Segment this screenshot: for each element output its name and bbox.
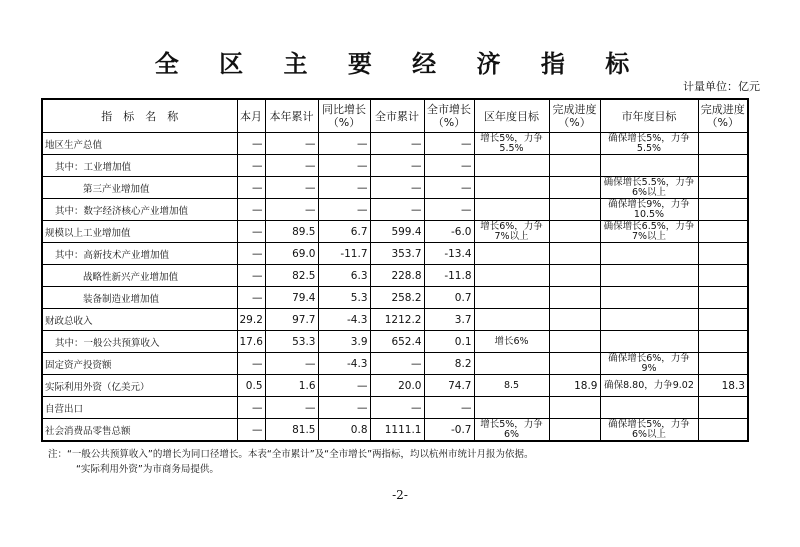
target-cell — [600, 287, 698, 309]
value-cell: — — [424, 177, 474, 199]
value-cell: — — [237, 133, 265, 155]
value-cell — [549, 221, 600, 243]
value-cell: 1212.2 — [370, 309, 424, 331]
table-row — [42, 243, 748, 265]
value-cell: 18.9 — [549, 375, 600, 397]
value-cell: -13.4 — [424, 243, 474, 265]
target-cell: 8.5 — [474, 375, 549, 397]
value-cell — [698, 243, 748, 265]
table-row — [42, 309, 748, 331]
indicator-name: 战略性新兴产业增加值 — [42, 265, 237, 287]
value-cell: — — [318, 177, 370, 199]
column-header: 同比增长（%） — [318, 99, 370, 133]
target-cell — [600, 309, 698, 331]
column-header: 区年度目标 — [474, 99, 549, 133]
value-cell: — — [318, 375, 370, 397]
unit-label: 计量单位：亿元 — [683, 80, 760, 93]
value-cell — [698, 331, 748, 353]
indicator-name: 固定资产投资额 — [42, 353, 237, 375]
table-row — [42, 177, 748, 199]
target-cell — [600, 243, 698, 265]
target-cell — [474, 155, 549, 177]
target-cell: 增长5%，力争5.5% — [474, 133, 549, 155]
value-cell: — — [237, 155, 265, 177]
value-cell — [549, 133, 600, 155]
indicator-name: 实际利用外资（亿美元） — [42, 375, 237, 397]
target-cell: 确保增长5.5%，力争6%以上 — [600, 177, 698, 199]
column-header: 全市增长（%） — [424, 99, 474, 133]
value-cell: 74.7 — [424, 375, 474, 397]
target-cell — [600, 265, 698, 287]
value-cell: — — [265, 199, 318, 221]
indicator-name: 财政总收入 — [42, 309, 237, 331]
value-cell: 258.2 — [370, 287, 424, 309]
value-cell: 79.4 — [265, 287, 318, 309]
column-header: 全市累计 — [370, 99, 424, 133]
indicator-name: 自营出口 — [42, 397, 237, 419]
value-cell — [549, 419, 600, 442]
table-row — [42, 221, 748, 243]
value-cell: -0.7 — [424, 419, 474, 442]
value-cell: 6.3 — [318, 265, 370, 287]
document-title: 全 区 主 要 经 济 指 标 — [154, 50, 646, 78]
column-header: 指 标 名 称 — [42, 99, 237, 133]
value-cell: 5.3 — [318, 287, 370, 309]
target-cell — [474, 199, 549, 221]
value-cell — [549, 243, 600, 265]
value-cell: — — [237, 199, 265, 221]
table-row — [42, 419, 748, 442]
indicator-name: 地区生产总值 — [42, 133, 237, 155]
value-cell: 6.7 — [318, 221, 370, 243]
table-row — [42, 265, 748, 287]
value-cell: — — [237, 265, 265, 287]
value-cell: — — [318, 199, 370, 221]
table-row — [42, 287, 748, 309]
table-row — [42, 155, 748, 177]
value-cell: — — [237, 397, 265, 419]
value-cell: — — [237, 177, 265, 199]
value-cell — [698, 133, 748, 155]
target-cell — [474, 287, 549, 309]
value-cell: — — [265, 353, 318, 375]
value-cell: 599.4 — [370, 221, 424, 243]
value-cell: 1111.1 — [370, 419, 424, 442]
table-row — [42, 375, 748, 397]
target-cell — [474, 177, 549, 199]
value-cell: — — [370, 155, 424, 177]
value-cell: 17.6 — [237, 331, 265, 353]
target-cell: 确保增长9%，力争10.5% — [600, 199, 698, 221]
value-cell: — — [424, 199, 474, 221]
value-cell: 81.5 — [265, 419, 318, 442]
value-cell: — — [370, 177, 424, 199]
value-cell: 29.2 — [237, 309, 265, 331]
value-cell: 0.8 — [318, 419, 370, 442]
value-cell: — — [318, 133, 370, 155]
value-cell: 20.0 — [370, 375, 424, 397]
table-row — [42, 331, 748, 353]
value-cell: 353.7 — [370, 243, 424, 265]
value-cell: — — [424, 155, 474, 177]
column-header: 完成进度（%） — [698, 99, 748, 133]
value-cell: 1.6 — [265, 375, 318, 397]
value-cell: — — [237, 221, 265, 243]
table-row — [42, 199, 748, 221]
value-cell: 0.1 — [424, 331, 474, 353]
value-cell: 0.5 — [237, 375, 265, 397]
value-cell: -11.8 — [424, 265, 474, 287]
value-cell: 18.3 — [698, 375, 748, 397]
value-cell — [549, 353, 600, 375]
indicator-name: 其中：工业增加值 — [42, 155, 237, 177]
value-cell: — — [265, 155, 318, 177]
column-header: 本年累计 — [265, 99, 318, 133]
table-header-row — [42, 99, 748, 133]
value-cell: 8.2 — [424, 353, 474, 375]
value-cell — [698, 177, 748, 199]
indicator-name: 其中：一般公共预算收入 — [42, 331, 237, 353]
value-cell: — — [370, 199, 424, 221]
table-row — [42, 397, 748, 419]
value-cell: — — [370, 397, 424, 419]
value-cell: 228.8 — [370, 265, 424, 287]
page-number: -2- — [392, 488, 408, 502]
target-cell: 确保增长6.5%，力争7%以上 — [600, 221, 698, 243]
target-cell — [474, 265, 549, 287]
value-cell — [549, 265, 600, 287]
table-row — [42, 133, 748, 155]
target-cell: 确保8.80，力争9.02 — [600, 375, 698, 397]
value-cell: 652.4 — [370, 331, 424, 353]
value-cell — [698, 287, 748, 309]
value-cell: — — [237, 243, 265, 265]
value-cell: — — [237, 419, 265, 442]
column-header: 本月 — [237, 99, 265, 133]
value-cell: — — [318, 397, 370, 419]
value-cell — [549, 397, 600, 419]
footnote-line-2: “实际利用外资”为市商务局提供。 — [76, 464, 219, 475]
value-cell — [549, 155, 600, 177]
value-cell: — — [424, 133, 474, 155]
indicator-name: 其中：高新技术产业增加值 — [42, 243, 237, 265]
indicator-name: 装备制造业增加值 — [42, 287, 237, 309]
target-cell: 增长6% — [474, 331, 549, 353]
footnote-line-1: 注：“一般公共预算收入”的增长为同口径增长。本表“全市累计”及“全市增长”两指标，均以杭州市统计月报为依据。 — [48, 449, 534, 460]
indicator-name: 第三产业增加值 — [42, 177, 237, 199]
target-cell — [474, 243, 549, 265]
value-cell: -6.0 — [424, 221, 474, 243]
value-cell: -4.3 — [318, 353, 370, 375]
value-cell: — — [370, 133, 424, 155]
value-cell: 69.0 — [265, 243, 318, 265]
value-cell — [549, 309, 600, 331]
target-cell — [600, 155, 698, 177]
target-cell — [474, 397, 549, 419]
target-cell: 确保增长5%，力争6%以上 — [600, 419, 698, 442]
footnote — [48, 447, 534, 477]
value-cell: — — [370, 353, 424, 375]
value-cell: 3.9 — [318, 331, 370, 353]
value-cell: -4.3 — [318, 309, 370, 331]
value-cell: — — [265, 177, 318, 199]
value-cell: 3.7 — [424, 309, 474, 331]
value-cell: — — [265, 133, 318, 155]
target-cell — [600, 331, 698, 353]
value-cell: 0.7 — [424, 287, 474, 309]
value-cell: — — [237, 353, 265, 375]
indicator-name: 社会消费品零售总额 — [42, 419, 237, 442]
value-cell — [698, 419, 748, 442]
value-cell — [698, 309, 748, 331]
value-cell: 82.5 — [265, 265, 318, 287]
target-cell: 增长6%，力争7%以上 — [474, 221, 549, 243]
column-header: 完成进度（%） — [549, 99, 600, 133]
value-cell — [698, 353, 748, 375]
value-cell: — — [237, 287, 265, 309]
target-cell: 增长5%，力争6% — [474, 419, 549, 442]
value-cell — [549, 287, 600, 309]
indicator-name: 规模以上工业增加值 — [42, 221, 237, 243]
value-cell: — — [318, 155, 370, 177]
value-cell — [549, 199, 600, 221]
value-cell — [698, 265, 748, 287]
value-cell: — — [424, 397, 474, 419]
value-cell: 53.3 — [265, 331, 318, 353]
target-cell: 确保增长5%，力争5.5% — [600, 133, 698, 155]
value-cell — [698, 155, 748, 177]
column-header: 市年度目标 — [600, 99, 698, 133]
indicator-name: 其中：数字经济核心产业增加值 — [42, 199, 237, 221]
value-cell — [549, 331, 600, 353]
target-cell — [600, 397, 698, 419]
value-cell: — — [265, 397, 318, 419]
value-cell: 97.7 — [265, 309, 318, 331]
target-cell — [474, 309, 549, 331]
table-row — [42, 353, 748, 375]
value-cell — [698, 221, 748, 243]
target-cell — [474, 353, 549, 375]
target-cell: 确保增长6%，力争9% — [600, 353, 698, 375]
value-cell — [549, 177, 600, 199]
value-cell — [698, 397, 748, 419]
economic-indicators-table — [41, 98, 749, 442]
value-cell: 89.5 — [265, 221, 318, 243]
value-cell — [698, 199, 748, 221]
value-cell: -11.7 — [318, 243, 370, 265]
